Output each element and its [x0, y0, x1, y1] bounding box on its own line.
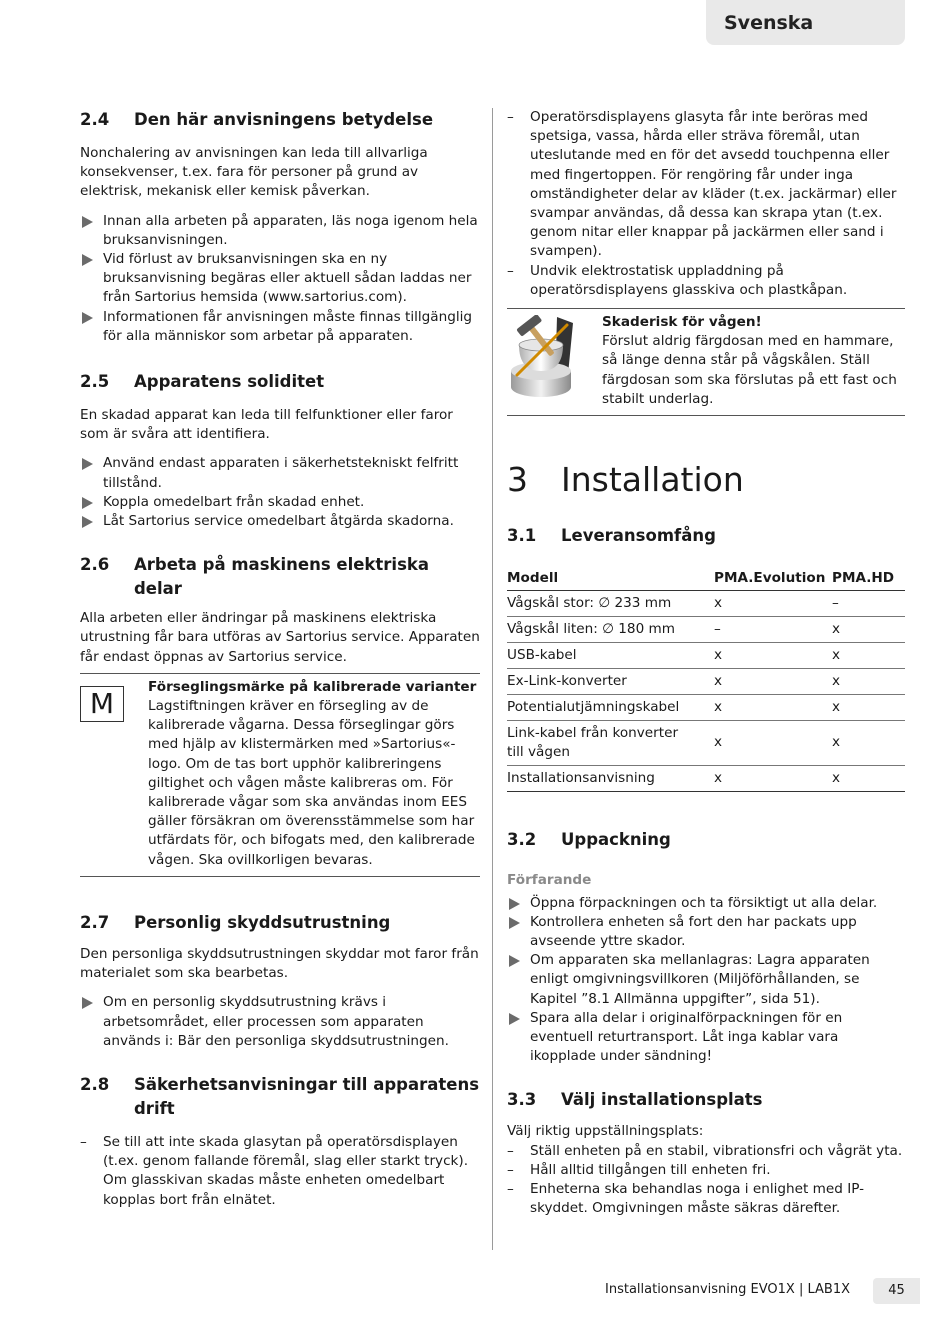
warning-title: Skaderisk för vågen!: [602, 314, 762, 331]
section-3-3-heading: 3.3 Välj installationsplats: [507, 1090, 763, 1110]
table-row: USB-kabel x x: [507, 642, 905, 668]
bullet-triangle-icon: [82, 458, 93, 470]
section-2-6-intro: Alla arbeten eller ändringar på maskinens elektriska utrustning får bara utföras av Sartorius service. Apparaten får endast öppnas av Sartorius service.: [80, 610, 480, 665]
list-item: Informationen får anvisningen måste finnas tillgänglig för alla människor som arbetar på apparaten.: [80, 308, 480, 346]
bullet-triangle-icon: [82, 497, 93, 509]
list-item: Kontrollera enheten så fort den har packats upp avseende yttre skador.: [507, 913, 905, 951]
section-2-5-heading: 2.5 Apparatens soliditet: [80, 372, 325, 392]
table-header-row: Modell PMA.Evolution PMA.HD: [507, 566, 905, 590]
bullet-triangle-icon: [509, 898, 520, 910]
section-2-5-intro: En skadad apparat kan leda till felfunktioner eller faror som är svåra att identifiera.: [80, 407, 453, 443]
table-row: Vågskål liten: ∅ 180 mm – x: [507, 616, 905, 642]
bullet-triangle-icon: [82, 312, 93, 324]
page-number: 45: [873, 1278, 920, 1304]
list-item: – Operatörsdisplayens glasyta får inte beröras med spetsiga, vassa, hårda eller sträva föremål, utan uteslutande med en för det avsedd touchpenna eller med fingertoppen. För rengöring får under inga omständigheter delar av kläder (t.ex. jackärmar) eller svampar användas, då dessa kan skrapa ytan (t.ex. genom nitar eller knappar på jackärmen eller sand i svampen).: [507, 109, 897, 260]
manual-m-icon: M: [80, 686, 124, 722]
section-3-2-heading: 3.2 Uppackning: [507, 829, 671, 849]
list-item: Använd endast apparaten i säkerhetstekniskt felfritt tillstånd.: [80, 454, 480, 492]
page-footer: [0, 1278, 950, 1304]
language-label: Svenska: [724, 12, 814, 34]
section-2-4-intro: Nonchalering av anvisningen kan leda till allvarliga konsekvenser, t.ex. fara för personer på grund av elektrisk, mekanisk eller kemisk påverkan.: [80, 145, 428, 200]
section-2-4-bullets: [80, 212, 480, 346]
table-row: Potentialutjämningskabel x x: [507, 694, 905, 720]
language-tab: [706, 0, 905, 45]
section-2-5-bullets: [80, 454, 480, 531]
bullet-triangle-icon: [82, 997, 93, 1009]
table-row: Link-kabel från konverter till vågen x x: [507, 720, 905, 765]
damage-warning: [507, 308, 905, 416]
table-row: Installationsanvisning x x: [507, 765, 905, 791]
list-item: – Ställ enheten på en stabil, vibrationsfri och vågrät yta.: [507, 1142, 903, 1159]
section-2-7-bullets: [80, 993, 480, 1051]
list-item: Låt Sartorius service omedelbart åtgärda skadorna.: [80, 512, 480, 531]
chapter-3-heading: 3 Installation: [507, 460, 744, 500]
calibration-seal-notice: [80, 673, 480, 877]
section-2-8-continued: [507, 108, 905, 300]
list-item: – Undvik elektrostatisk uppladdning på operatörsdisplayens glasskiva och plastkåpan.: [507, 262, 848, 298]
bullet-triangle-icon: [509, 1013, 520, 1025]
list-item: Om en personlig skyddsutrustning krävs i arbetsområdet, eller processen som apparaten används i: Bär den personliga skyddsutrustningen.: [80, 993, 480, 1051]
bullet-triangle-icon: [82, 254, 93, 266]
section-2-8-heading: 2.8 Säkerhetsanvisningar till apparatens drift: [80, 1074, 480, 1118]
section-2-8-dashes: [80, 1133, 480, 1210]
list-item: Om apparaten ska mellanlagras: Lagra apparaten enligt omgivningsvillkoren (Miljöförhållanden, se Kapitel ”8.1 Allmänna uppgifter”, sida 51).: [507, 951, 905, 1009]
scope-of-delivery-table: [507, 566, 905, 792]
table-row: Ex-Link-konverter x x: [507, 668, 905, 694]
bullet-triangle-icon: [82, 516, 93, 528]
section-2-4-heading: 2.4 Den här anvisningens betydelse: [80, 110, 434, 129]
list-item: Koppla omedelbart från skadad enhet.: [80, 493, 480, 512]
notice-title: Förseglingsmärke på kalibrerade varianter: [148, 678, 477, 695]
bullet-triangle-icon: [509, 955, 520, 967]
bullet-triangle-icon: [82, 216, 93, 228]
section-2-7-heading: 2.7 Personlig skyddsutrustning: [80, 912, 391, 932]
section-3-3-dashes: [507, 1142, 905, 1219]
left-column: [80, 108, 480, 1210]
section-3-2-bullets: [507, 894, 905, 1067]
right-column: [507, 108, 905, 1218]
list-item: Vid förlust av bruksanvisningen ska en ny bruksanvisning begäras eller aktuell sådan laddas ner från Sartorius hemsida (www.sartorius.com).: [80, 250, 480, 308]
bullet-triangle-icon: [509, 917, 520, 929]
hammer-on-scale-icon: [507, 315, 579, 401]
document-title: Installationsanvisning EVO1X | LAB1X: [605, 1282, 850, 1297]
list-item: Spara alla delar i originalförpackningen för en eventuell returtransport. Låt inga kablar vara ikopplade under sändning!: [507, 1009, 905, 1067]
section-2-6-heading: 2.6 Arbeta på maskinens elektriska delar: [80, 555, 430, 599]
section-3-1-heading: 3.1 Leveransomfång: [507, 526, 716, 546]
column-divider: [492, 108, 493, 1250]
list-item: – Håll alltid tillgången till enheten fri.: [507, 1161, 771, 1178]
list-item: – Enheterna ska behandlas noga i enlighet med IP-skyddet. Omgivningen måste säkras därefter.: [507, 1180, 865, 1217]
list-item: Innan alla arbeten på apparaten, läs noga igenom hela bruksanvisningen.: [80, 212, 480, 250]
section-2-7-intro: Den personliga skyddsutrustningen skyddar mot faror från materialet som ska bearbetas.: [80, 945, 479, 982]
section-3-3-intro: Välj riktig uppställningsplats:: [507, 1123, 704, 1140]
warning-text: Förslut aldrig färgdosan med en hammare, så länge denna står på vågskålen. Ställ färgdosan som ska förslutas på ett fast och stabilt underlag.: [602, 333, 897, 407]
procedure-label: Förfarande: [507, 871, 592, 888]
list-item: Öppna förpackningen och ta försiktigt ut alla delar.: [507, 894, 905, 913]
list-item: – Se till att inte skada glasytan på operatörsdisplayen (t.ex. genom fallande föremål, slag eller starkt tryck). Om glasskivan skadas måste enheten omedelbart kopplas bort från elnätet.: [80, 1133, 469, 1208]
table-row: Vågskål stor: ∅ 233 mm x –: [507, 590, 905, 616]
notice-text: Lagstiftningen kräver en försegling av de kalibrerade vågarna. Dessa förseglingar görs med hjälp av klistermärken med »Sartorius«-logo. Om de tas bort upphör kalibreringens giltighet och vågen måste kalibreras om. För kalibrerade vågar som ska användas inom EES gäller försäkran om överensstämmelse som har utfärdats för, och bifogats med, den kalibrerade vågen. Ska ovillkorligen bevaras.: [148, 698, 475, 868]
